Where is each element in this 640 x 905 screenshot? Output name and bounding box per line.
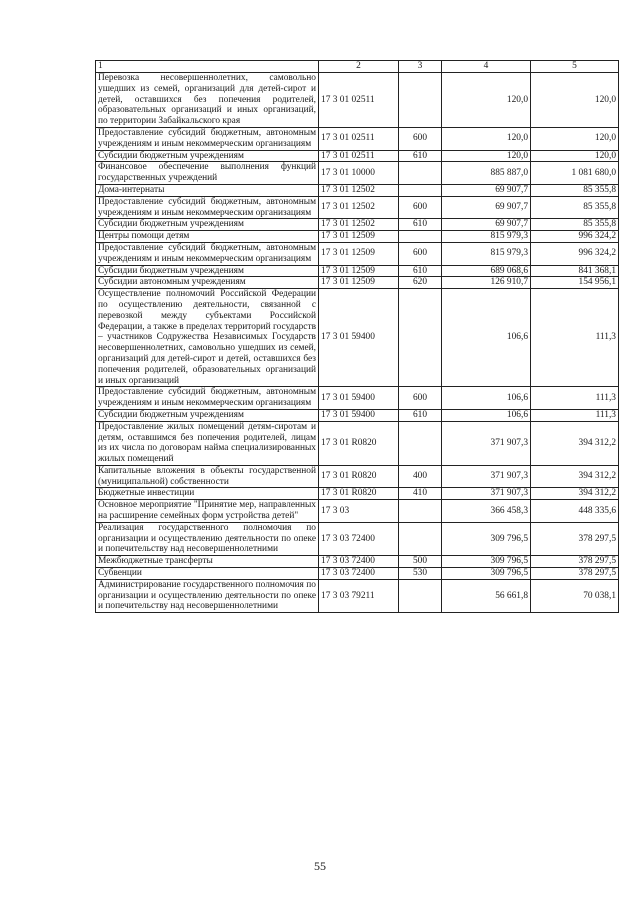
row-code-cell: 17 3 01 59400 (319, 409, 399, 421)
row-sum1-cell: 69 907,7 (442, 184, 531, 196)
row-sum2-cell: 394 312,2 (531, 488, 619, 500)
row-sum2-cell: 378 297,5 (531, 522, 619, 555)
table-body (96, 73, 619, 613)
row-sum1-cell: 885 887,0 (442, 162, 531, 185)
row-code-cell: 17 3 03 79211 (319, 579, 399, 612)
table-row (96, 277, 619, 289)
row-sum1-cell: 815 979,3 (442, 231, 531, 243)
row-sum1-cell: 120,0 (442, 150, 531, 162)
row-code-cell: 17 3 01 R0820 (319, 421, 399, 465)
table-row (96, 579, 619, 612)
row-sum1-cell: 371 907,3 (442, 465, 531, 488)
row-sum1-cell: 106,6 (442, 387, 531, 410)
row-type-cell: 530 (399, 568, 442, 580)
table-row (96, 150, 619, 162)
row-type-cell: 610 (399, 150, 442, 162)
table-row (96, 568, 619, 580)
row-name-cell: Перевозка несовершеннолетних, самовольно ушедших из семей, организаций для детей-сирот и детей, оставшихся без попечения родителей, образовательных организаций и иных организаций, по территории Забайкальского края (96, 73, 319, 128)
row-sum2-cell: 120,0 (531, 73, 619, 128)
row-sum2-cell: 448 335,6 (531, 500, 619, 523)
row-type-cell: 610 (399, 265, 442, 277)
row-sum2-cell: 394 312,2 (531, 421, 619, 465)
row-sum1-cell: 126 910,7 (442, 277, 531, 289)
row-code-cell: 17 3 01 12502 (319, 219, 399, 231)
row-type-cell: 410 (399, 488, 442, 500)
row-type-cell (399, 579, 442, 612)
table-row (96, 196, 619, 219)
row-sum1-cell: 309 796,5 (442, 556, 531, 568)
row-sum2-cell: 841 368,1 (531, 265, 619, 277)
row-name-cell: Предоставление жилых помещений детям-сиротам и детям, оставшимся без попечения родителей, лицам из их числа по договорам найма специализированных жилых помещений (96, 421, 319, 465)
table-row (96, 421, 619, 465)
row-sum1-cell: 69 907,7 (442, 219, 531, 231)
row-sum1-cell: 815 979,3 (442, 242, 531, 265)
row-name-cell: Предоставление субсидий бюджетным, автономным учреждениям и иным некоммерческим организациям (96, 127, 319, 150)
row-name-cell: Дома-интернаты (96, 184, 319, 196)
table-row (96, 409, 619, 421)
row-code-cell: 17 3 03 72400 (319, 568, 399, 580)
row-code-cell: 17 3 01 10000 (319, 162, 399, 185)
row-code-cell: 17 3 01 12509 (319, 231, 399, 243)
row-type-cell: 600 (399, 242, 442, 265)
table-row (96, 162, 619, 185)
row-sum1-cell: 120,0 (442, 127, 531, 150)
row-sum2-cell: 120,0 (531, 150, 619, 162)
row-name-cell: Субвенции (96, 568, 319, 580)
row-code-cell: 17 3 01 R0820 (319, 488, 399, 500)
row-type-cell (399, 162, 442, 185)
row-sum1-cell: 309 796,5 (442, 522, 531, 555)
budget-table (95, 60, 619, 613)
row-type-cell: 600 (399, 387, 442, 410)
table-row (96, 488, 619, 500)
row-sum2-cell: 111,3 (531, 409, 619, 421)
row-sum2-cell: 378 297,5 (531, 556, 619, 568)
column-header-5: 5 (531, 61, 619, 73)
table-row (96, 522, 619, 555)
table-row (96, 219, 619, 231)
row-name-cell: Администрирование государственного полномочия по организации и осуществлению деятельности по опеке и попечительству над несовершеннолетними (96, 579, 319, 612)
row-type-cell (399, 421, 442, 465)
row-type-cell: 610 (399, 409, 442, 421)
row-code-cell: 17 3 03 72400 (319, 556, 399, 568)
table-row (96, 127, 619, 150)
row-name-cell: Субсидии автономным учреждениям (96, 277, 319, 289)
row-name-cell: Реализация государственного полномочия по организации и осуществлению деятельности по опеке и попечительству над несовершеннолетними (96, 522, 319, 555)
row-name-cell: Субсидии бюджетным учреждениям (96, 219, 319, 231)
row-sum2-cell: 394 312,2 (531, 465, 619, 488)
row-name-cell: Осуществление полномочий Российской Федерации по осуществлению деятельности, связанной с перевозкой между субъектами Российской Федерации, а также в пределах территорий государств – участников Содружества Независимых Государств несовершеннолетних, самовольно ушедших из семей, организаций для детей-сирот и детей, оставшихся без попечения родителей, образовательных организаций и иных организаций (96, 289, 319, 387)
row-sum1-cell: 371 907,3 (442, 488, 531, 500)
row-name-cell: Субсидии бюджетным учреждениям (96, 150, 319, 162)
row-code-cell: 17 3 01 12509 (319, 265, 399, 277)
row-code-cell: 17 3 01 02511 (319, 73, 399, 128)
row-sum2-cell: 120,0 (531, 127, 619, 150)
row-sum2-cell: 70 038,1 (531, 579, 619, 612)
row-type-cell: 500 (399, 556, 442, 568)
row-sum2-cell: 111,3 (531, 387, 619, 410)
row-type-cell: 610 (399, 219, 442, 231)
row-code-cell: 17 3 01 02511 (319, 150, 399, 162)
row-name-cell: Предоставление субсидий бюджетным, автономным учреждениям и иным некоммерческим организациям (96, 196, 319, 219)
row-name-cell: Финансовое обеспечение выполнения функций государственных учреждений (96, 162, 319, 185)
row-sum1-cell: 69 907,7 (442, 196, 531, 219)
row-type-cell: 600 (399, 196, 442, 219)
table-row (96, 556, 619, 568)
row-sum1-cell: 689 068,6 (442, 265, 531, 277)
row-sum2-cell: 85 355,8 (531, 184, 619, 196)
row-name-cell: Предоставление субсидий бюджетным, автономным учреждениям и иным некоммерческим организациям (96, 242, 319, 265)
row-sum2-cell: 154 956,1 (531, 277, 619, 289)
row-sum1-cell: 106,6 (442, 289, 531, 387)
row-code-cell: 17 3 01 59400 (319, 387, 399, 410)
row-code-cell: 17 3 01 12509 (319, 277, 399, 289)
page-number: 55 (314, 859, 326, 873)
row-type-cell: 400 (399, 465, 442, 488)
table-row (96, 231, 619, 243)
table-row (96, 242, 619, 265)
row-sum2-cell: 1 081 680,0 (531, 162, 619, 185)
row-type-cell: 600 (399, 127, 442, 150)
row-name-cell: Центры помощи детям (96, 231, 319, 243)
row-type-cell (399, 289, 442, 387)
column-header-1: 1 (96, 61, 319, 73)
table-row (96, 265, 619, 277)
column-header-3: 3 (399, 61, 442, 73)
row-sum2-cell: 996 324,2 (531, 231, 619, 243)
row-type-cell (399, 500, 442, 523)
row-sum2-cell: 111,3 (531, 289, 619, 387)
row-code-cell: 17 3 01 02511 (319, 127, 399, 150)
row-code-cell: 17 3 03 (319, 500, 399, 523)
row-code-cell: 17 3 01 12502 (319, 196, 399, 219)
row-code-cell: 17 3 03 72400 (319, 522, 399, 555)
row-code-cell: 17 3 01 R0820 (319, 465, 399, 488)
row-sum2-cell: 85 355,8 (531, 219, 619, 231)
row-code-cell: 17 3 01 59400 (319, 289, 399, 387)
row-sum1-cell: 371 907,3 (442, 421, 531, 465)
row-type-cell (399, 184, 442, 196)
row-name-cell: Предоставление субсидий бюджетным, автономным учреждениям и иным некоммерческим организациям (96, 387, 319, 410)
table-row (96, 289, 619, 387)
row-sum1-cell: 366 458,3 (442, 500, 531, 523)
row-type-cell (399, 522, 442, 555)
row-sum2-cell: 996 324,2 (531, 242, 619, 265)
row-type-cell (399, 73, 442, 128)
column-header-2: 2 (319, 61, 399, 73)
row-sum1-cell: 309 796,5 (442, 568, 531, 580)
row-name-cell: Субсидии бюджетным учреждениям (96, 265, 319, 277)
row-sum1-cell: 120,0 (442, 73, 531, 128)
row-name-cell: Капитальные вложения в объекты государственной (муниципальной) собственности (96, 465, 319, 488)
row-name-cell: Основное мероприятие "Принятие мер, направленных на расширение семейных форм устройства детей" (96, 500, 319, 523)
row-sum2-cell: 378 297,5 (531, 568, 619, 580)
row-sum1-cell: 106,6 (442, 409, 531, 421)
table-row (96, 184, 619, 196)
row-sum1-cell: 56 661,8 (442, 579, 531, 612)
row-sum2-cell: 85 355,8 (531, 196, 619, 219)
table-row (96, 465, 619, 488)
row-code-cell: 17 3 01 12502 (319, 184, 399, 196)
row-name-cell: Субсидии бюджетным учреждениям (96, 409, 319, 421)
row-type-cell (399, 231, 442, 243)
column-header-4: 4 (442, 61, 531, 73)
table-row (96, 73, 619, 128)
row-name-cell: Бюджетные инвестиции (96, 488, 319, 500)
row-code-cell: 17 3 01 12509 (319, 242, 399, 265)
row-type-cell: 620 (399, 277, 442, 289)
table-row (96, 387, 619, 410)
row-name-cell: Межбюджетные трансферты (96, 556, 319, 568)
table-header-row (96, 61, 619, 73)
table-row (96, 500, 619, 523)
